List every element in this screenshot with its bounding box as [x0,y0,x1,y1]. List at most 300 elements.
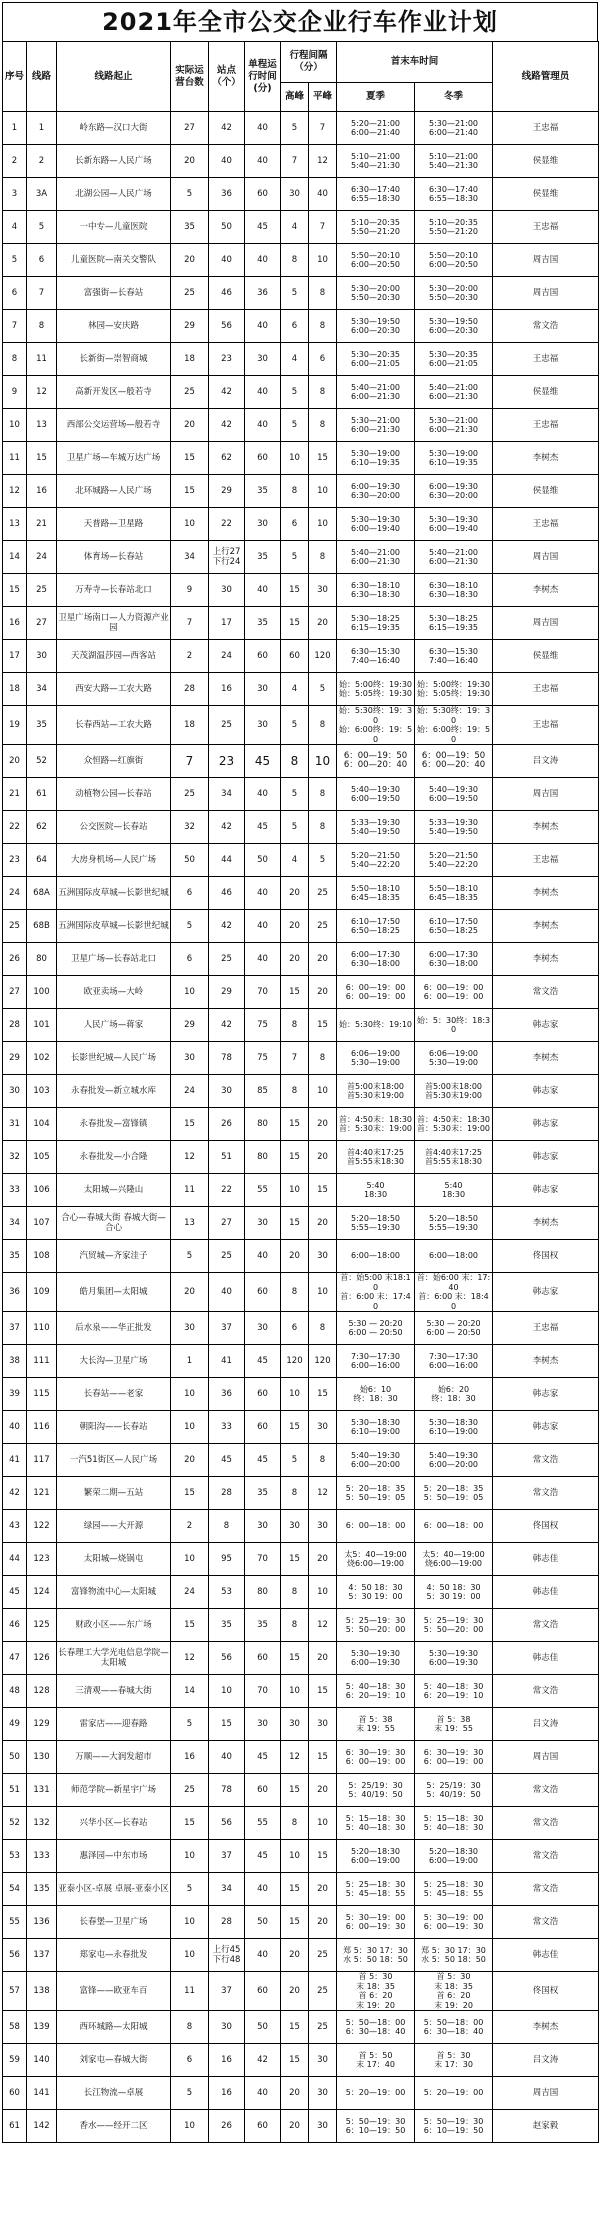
cell-summer [337,745,415,778]
cell-seq: 52 [3,1807,27,1840]
cell-winter [415,442,493,475]
cell-winter [415,475,493,508]
table-row [3,607,599,640]
cell-stops: 30 [209,2011,245,2044]
time-line: 5：50—20：00 [345,1625,406,1634]
time-line: 末 18：35 [356,1981,395,1991]
table-row [3,1576,599,1609]
time-line: 18:30 [363,1190,388,1199]
cell-trip-time: 40 [245,1939,281,1972]
table-row [3,574,599,607]
time-line: 5：40—18：30 [345,1681,406,1691]
time-line: 5：20—18：35 [423,1483,484,1493]
cell-line: 6 [27,244,57,277]
cell-manager: 常文浩 [493,310,599,343]
cell-buses: 25 [171,376,209,409]
table-row [3,1939,599,1972]
cell-trip-time: 40 [245,910,281,943]
cell-seq: 61 [3,2110,27,2143]
cell-buses: 20 [171,1273,209,1312]
time-line: 郑 5：30 17：30 [421,1945,486,1955]
time-line: 5:40—19:30 [351,1450,401,1460]
time-line: 5:55—19:30 [429,1223,479,1232]
time-line: 5：25—18：30 [345,1879,406,1889]
cell-peak: 5 [281,112,309,145]
table-row [3,541,599,574]
cell-route: 汽贸城—齐家洼子 [57,1240,171,1273]
table-row [3,1807,599,1840]
cell-manager: 韩志家 [493,1174,599,1207]
cell-flat: 8 [309,706,337,745]
cell-winter [415,745,493,778]
time-line: 6:45—18:35 [429,893,479,902]
cell-flat: 15 [309,1378,337,1411]
cell-trip-time: 30 [245,673,281,706]
time-line: 5：40—18：30 [423,1823,484,1832]
cell-route: 长新街—崇智商城 [57,343,171,376]
time-line: 5:30 — 20:20 [426,1318,481,1328]
cell-route: 后水泉——华正批发 [57,1312,171,1345]
time-line: 5：40—18：30 [423,1681,484,1691]
cell-trip-time: 60 [245,2110,281,2143]
cell-manager: 韩志佳 [493,1642,599,1675]
cell-route: 亚泰小区-卓展 卓展-亚泰小区 [57,1873,171,1906]
cell-manager: 周吉国 [493,778,599,811]
cell-winter [415,1510,493,1543]
cell-route: 西部公交运营场—般若寺 [57,409,171,442]
cell-line: 2 [27,145,57,178]
cell-summer [337,1939,415,1972]
cell-flat: 8 [309,1312,337,1345]
cell-line: 139 [27,2011,57,2044]
time-line: 首4:40末17:25 [425,1147,483,1157]
time-line: 5:50—20:10 [351,250,401,260]
cell-flat: 8 [309,376,337,409]
cell-trip-time: 75 [245,1042,281,1075]
cell-stops: 37 [209,1312,245,1345]
cell-manager: 常文浩 [493,1873,599,1906]
cell-trip-time: 40 [245,877,281,910]
cell-winter [415,778,493,811]
time-line: 5:30—20:35 [429,349,479,359]
time-line: 5:30 — 20:20 [348,1318,403,1328]
cell-manager: 周吉国 [493,244,599,277]
cell-stops: 25 [209,706,245,745]
cell-peak: 8 [281,475,309,508]
cell-summer [337,1708,415,1741]
time-line: 6：30—18：40 [423,2027,484,2036]
cell-flat: 30 [309,1708,337,1741]
time-line: 5:30—20:00 [351,283,401,293]
time-line: 5:33—19:30 [351,817,401,827]
cell-flat: 6 [309,343,337,376]
cell-manager: 常文浩 [493,1444,599,1477]
cell-summer [337,475,415,508]
cell-winter [415,1477,493,1510]
cell-seq: 48 [3,1675,27,1708]
cell-summer [337,778,415,811]
cell-winter [415,1174,493,1207]
time-line: 首：6:00 末：17:40 [340,1292,411,1311]
cell-peak: 8 [281,244,309,277]
time-line: 5：25/19：30 [348,1780,403,1790]
cell-trip-time: 35 [245,1609,281,1642]
cell-winter [415,1141,493,1174]
cell-trip-time: 60 [245,1642,281,1675]
time-line: 6:00—21:30 [429,392,479,401]
time-line: 烧6:00—19:00 [347,1559,405,1568]
cell-summer [337,1075,415,1108]
cell-flat: 15 [309,442,337,475]
header-winter: 冬季 [415,83,493,112]
cell-stops: 40 [209,145,245,178]
cell-flat: 12 [309,145,337,178]
cell-summer [337,1741,415,1774]
header-seq: 序号 [3,42,27,112]
time-line: 6:00—19:00 [351,1856,401,1865]
cell-buses: 10 [171,1906,209,1939]
time-line: 6:00—17:30 [429,949,479,959]
cell-summer [337,541,415,574]
cell-stops: 42 [209,376,245,409]
cell-peak: 15 [281,1207,309,1240]
time-line: 5:30—18:25 [351,613,401,623]
cell-buses: 10 [171,1840,209,1873]
cell-trip-time: 60 [245,178,281,211]
time-line: 首：始5:00 末18:10 [340,1273,411,1292]
cell-stops: 10 [209,1675,245,1708]
cell-stops: 50 [209,211,245,244]
time-line: 6:00—19:40 [351,524,401,533]
time-line: 始：5:30终：19：30 [338,706,413,725]
cell-manager: 李树杰 [493,442,599,475]
time-line: 6：00—19：50 [343,750,408,761]
time-line: 6:00—19:50 [429,794,479,803]
time-line: 6:00—21:40 [351,128,401,137]
cell-buses: 20 [171,145,209,178]
time-line: 6:00 — 20:50 [426,1328,481,1337]
cell-flat: 10 [309,1576,337,1609]
table-row [3,1141,599,1174]
cell-stops: 42 [209,811,245,844]
table-row [3,2110,599,2143]
cell-manager: 李树杰 [493,877,599,910]
cell-manager: 侯显维 [493,178,599,211]
table-row [3,277,599,310]
cell-route: 雷家店——迎春路 [57,1708,171,1741]
cell-manager: 佟国权 [493,1510,599,1543]
cell-winter [415,1207,493,1240]
header-summer: 夏季 [337,83,415,112]
time-line: 5:50—18:10 [351,883,401,893]
time-line: 5:40—21:00 [429,547,479,557]
cell-trip-time: 50 [245,1906,281,1939]
cell-manager: 常文浩 [493,1675,599,1708]
cell-peak: 30 [281,178,309,211]
cell-winter [415,244,493,277]
time-line: 5:55—19:30 [351,1223,401,1232]
cell-line: 133 [27,1840,57,1873]
cell-winter [415,844,493,877]
time-line: 5:20—18:30 [429,1846,479,1856]
time-line: 6：00—19：00 [345,992,406,1001]
cell-line: 27 [27,607,57,640]
time-line: 末 18：35 [434,1981,473,1991]
cell-line: 30 [27,640,57,673]
cell-seq: 1 [3,112,27,145]
cell-stops: 36 [209,178,245,211]
cell-trip-time: 40 [245,310,281,343]
cell-line: 3A [27,178,57,211]
cell-flat: 15 [309,1675,337,1708]
cell-flat: 40 [309,178,337,211]
cell-trip-time: 30 [245,1510,281,1543]
cell-seq: 38 [3,1345,27,1378]
cell-buses: 1 [171,1345,209,1378]
cell-seq: 7 [3,310,27,343]
cell-trip-time: 40 [245,574,281,607]
cell-buses: 25 [171,1774,209,1807]
table-header [3,42,599,112]
cell-manager: 韩志家 [493,1141,599,1174]
cell-manager: 周吉国 [493,2077,599,2110]
time-line: 5:40—21:00 [351,382,401,392]
cell-peak: 15 [281,1141,309,1174]
time-line: 首4:40末17:25 [347,1147,405,1157]
cell-winter [415,211,493,244]
cell-route: 绿园——大开源 [57,1510,171,1543]
time-line: 5：15—18：30 [423,1813,484,1823]
cell-trip-time: 45 [245,1741,281,1774]
cell-peak: 6 [281,1312,309,1345]
cell-route: 刘家屯—春城大街 [57,2044,171,2077]
cell-summer [337,376,415,409]
cell-peak: 4 [281,211,309,244]
time-line: 5:10—21:00 [429,151,479,161]
cell-route: 动植物公园—长春站 [57,778,171,811]
table-row [3,1708,599,1741]
header-buses: 实际运营台数 [171,42,209,112]
time-line: 终：18：30 [431,1394,476,1403]
time-line: 6:30—15:30 [351,646,401,656]
cell-line: 25 [27,574,57,607]
cell-line: 121 [27,1477,57,1510]
cell-route: 合心—春城大街 春城大街—合心 [57,1207,171,1240]
cell-winter [415,640,493,673]
cell-trip-time: 40 [245,778,281,811]
cell-line: 105 [27,1141,57,1174]
time-line: 6:30—18:00 [351,959,401,968]
cell-stops: 44 [209,844,245,877]
cell-winter [415,1939,493,1972]
cell-line: 61 [27,778,57,811]
cell-seq: 25 [3,910,27,943]
cell-trip-time: 85 [245,1075,281,1108]
cell-buses: 18 [171,706,209,745]
table-row [3,1675,599,1708]
cell-summer [337,2077,415,2110]
time-line: 5:40—21:00 [429,382,479,392]
cell-seq: 22 [3,811,27,844]
cell-summer [337,910,415,943]
cell-peak: 8 [281,1576,309,1609]
cell-summer [337,178,415,211]
cell-route: 财政小区——东广场 [57,1609,171,1642]
cell-peak: 30 [281,1510,309,1543]
cell-peak: 15 [281,607,309,640]
cell-summer [337,1174,415,1207]
cell-buses: 28 [171,673,209,706]
cell-winter [415,1411,493,1444]
time-line: 6:00—16:00 [429,1361,479,1370]
cell-flat: 25 [309,2011,337,2044]
time-line: 5:20—21:00 [351,118,401,128]
cell-winter [415,145,493,178]
time-line: 首 5：30 [436,2050,471,2060]
time-line: 6：30—19：30 [345,1747,406,1757]
cell-seq: 37 [3,1312,27,1345]
cell-line: 16 [27,475,57,508]
cell-seq: 51 [3,1774,27,1807]
cell-seq: 15 [3,574,27,607]
cell-manager: 王忠福 [493,673,599,706]
cell-seq: 42 [3,1477,27,1510]
cell-seq: 6 [3,277,27,310]
time-line: 6:00—18:00 [351,1251,401,1261]
table-row [3,943,599,976]
time-line: 5：30—19：00 [345,1912,406,1922]
cell-manager: 常文浩 [493,976,599,1009]
cell-manager: 李树杰 [493,2011,599,2044]
table-row [3,1411,599,1444]
table-row [3,706,599,745]
cell-line: 129 [27,1708,57,1741]
cell-peak: 15 [281,1108,309,1141]
time-line: 5:30—19:00 [429,448,479,458]
cell-seq: 57 [3,1972,27,2011]
cell-buses: 11 [171,1972,209,2011]
cell-buses: 10 [171,508,209,541]
cell-line: 24 [27,541,57,574]
time-line: 5：40/19：50 [348,1790,403,1799]
cell-peak: 12 [281,1741,309,1774]
cell-stops: 16 [209,2044,245,2077]
time-line: 5:40 [444,1180,463,1190]
cell-summer [337,1444,415,1477]
cell-summer [337,976,415,1009]
time-line: 始：6:00终：19：50 [416,725,491,744]
cell-seq: 55 [3,1906,27,1939]
cell-summer [337,640,415,673]
cell-line: 80 [27,943,57,976]
cell-seq: 36 [3,1273,27,1312]
cell-buses: 18 [171,343,209,376]
cell-route: 高新开发区—般若寺 [57,376,171,409]
time-line: 6:00—21:30 [351,557,401,566]
cell-buses: 24 [171,1075,209,1108]
cell-peak: 10 [281,1174,309,1207]
time-line: 6：00—19：30 [345,1922,406,1931]
time-line: 6：00—18：00 [423,1521,484,1531]
cell-route: 长春堡—卫星广场 [57,1906,171,1939]
table-row [3,2077,599,2110]
table-row [3,2011,599,2044]
time-line: 6:06—19:00 [429,1048,479,1058]
table-row [3,1108,599,1141]
cell-trip-time: 30 [245,706,281,745]
cell-trip-time: 40 [245,2077,281,2110]
table-row [3,1906,599,1939]
time-line: 6：00—19：30 [423,1922,484,1931]
cell-flat: 20 [309,1906,337,1939]
time-line: 首5:00末18:00 [425,1081,483,1091]
cell-winter [415,2011,493,2044]
table-row [3,1207,599,1240]
time-line: 5:40—21:30 [429,161,479,170]
time-line: 首：始6:00 末：17:40 [416,1273,491,1292]
time-line: 首：4:50末：18:30 [417,1114,491,1124]
cell-flat: 25 [309,910,337,943]
cell-route: 师范学院—新星宇广场 [57,1774,171,1807]
cell-seq: 11 [3,442,27,475]
cell-winter [415,376,493,409]
table-body [3,112,599,2143]
time-line: 6:00—19:30 [429,481,479,491]
cell-flat: 30 [309,1510,337,1543]
cell-trip-time: 40 [245,943,281,976]
header-trip-time: 单程运行时间(分) [245,42,281,112]
cell-manager: 韩志佳 [493,1543,599,1576]
cell-stops: 29 [209,475,245,508]
time-line: 首：5:30末：19:00 [417,1124,491,1133]
cell-peak: 5 [281,1444,309,1477]
time-line: 6：00—19：00 [345,1757,406,1766]
cell-peak: 4 [281,343,309,376]
time-line: 6：30—19：30 [423,1747,484,1757]
cell-line: 5 [27,211,57,244]
time-line: 6：10—19：50 [345,2126,406,2135]
cell-peak: 15 [281,574,309,607]
time-line: 5:30—19:30 [429,1648,479,1658]
cell-winter [415,1972,493,2011]
cell-route: 朝阳沟——长春站 [57,1411,171,1444]
cell-trip-time: 45 [245,211,281,244]
cell-manager: 王忠福 [493,844,599,877]
cell-route: 太阳城—烧锅屯 [57,1543,171,1576]
cell-line: 62 [27,811,57,844]
cell-winter [415,607,493,640]
table-row [3,211,599,244]
cell-line: 142 [27,2110,57,2143]
cell-winter [415,1009,493,1042]
cell-route: 五洲国际皮草城—长影世纪城 [57,910,171,943]
cell-stops: 56 [209,1807,245,1840]
cell-manager: 李树杰 [493,1042,599,1075]
time-line: 5：30 19：00 [348,1592,403,1601]
cell-winter [415,1873,493,1906]
cell-stops: 15 [209,1708,245,1741]
cell-winter [415,1609,493,1642]
cell-winter [415,976,493,1009]
time-line: 5:10—20:35 [429,217,479,227]
cell-summer [337,442,415,475]
time-line: 5:40—22:20 [351,860,401,869]
cell-trip-time: 35 [245,541,281,574]
time-line: 太5：40—19:00 [344,1549,407,1559]
cell-line: 136 [27,1906,57,1939]
time-line: 始：6:00终：19：50 [338,725,413,744]
cell-winter [415,508,493,541]
